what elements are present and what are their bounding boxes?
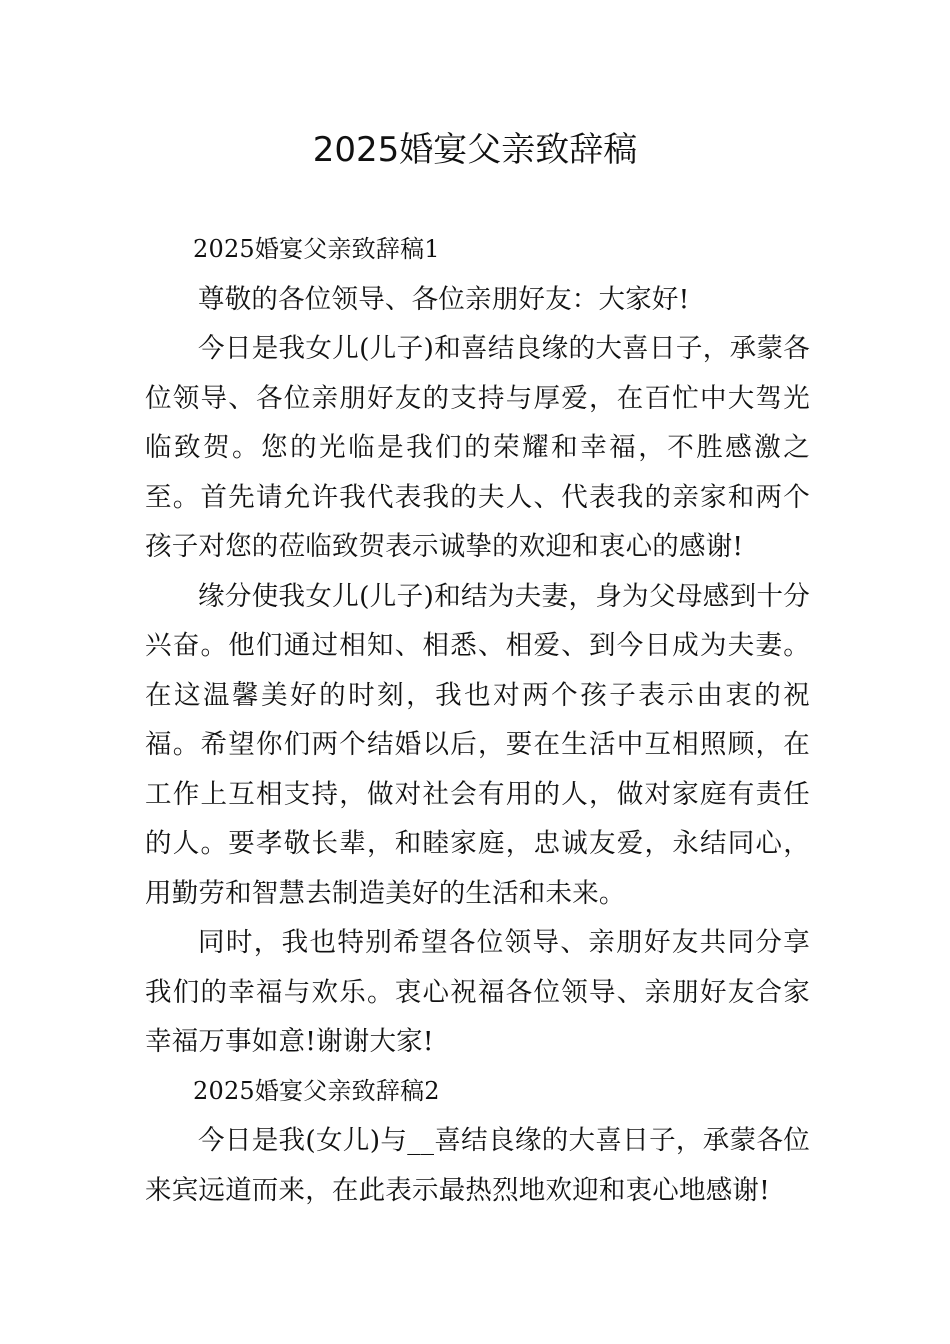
section-heading-2: 2025婚宴父亲致辞稿2 (193, 1076, 440, 1105)
paragraph: 同时，我也特别希望各位领导、亲朋好友共同分享我们的幸福与欢乐。衷心祝福各位领导、亲朋好友合家幸福万事如意!谢谢大家! (145, 927, 810, 1057)
paragraph: 今日是我(女儿)与__喜结良缘的大喜日子，承蒙各位来宾远道而来，在此表示最热烈地欢迎和衷心地感谢! (145, 1125, 810, 1206)
document-body (145, 225, 810, 1215)
section-heading-1: 2025婚宴父亲致辞稿1 (193, 235, 440, 263)
paragraph-greeting: 尊敬的各位领导、各位亲朋好友：大家好! (198, 283, 690, 315)
paragraph: 今日是我女儿(儿子)和喜结良缘的大喜日子，承蒙各位领导、各位亲朋好友的支持与厚爱，在百忙中大驾光临致贺。您的光临是我们的荣耀和幸福，不胜感激之至。首先请允许我代表我的夫人、代表我的亲家和两个孩子对您的莅临致贺表示诚挚的欢迎和衷心的感谢! (145, 333, 810, 562)
document-title: 2025婚宴父亲致辞稿 (312, 130, 638, 170)
paragraph: 缘分使我女儿(儿子)和结为夫妻，身为父母感到十分兴奋。他们通过相知、相悉、相爱、到今日成为夫妻。在这温馨美好的时刻，我也对两个孩子表示由衷的祝福。希望你们两个结婚以后，要在生活中互相照顾，在工作上互相支持，做对社会有用的人，做对家庭有责任的人。要孝敬长辈，和睦家庭，忠诚友爱，永结同心，用勤劳和智慧去制造美好的生活和未来。 (145, 580, 810, 909)
